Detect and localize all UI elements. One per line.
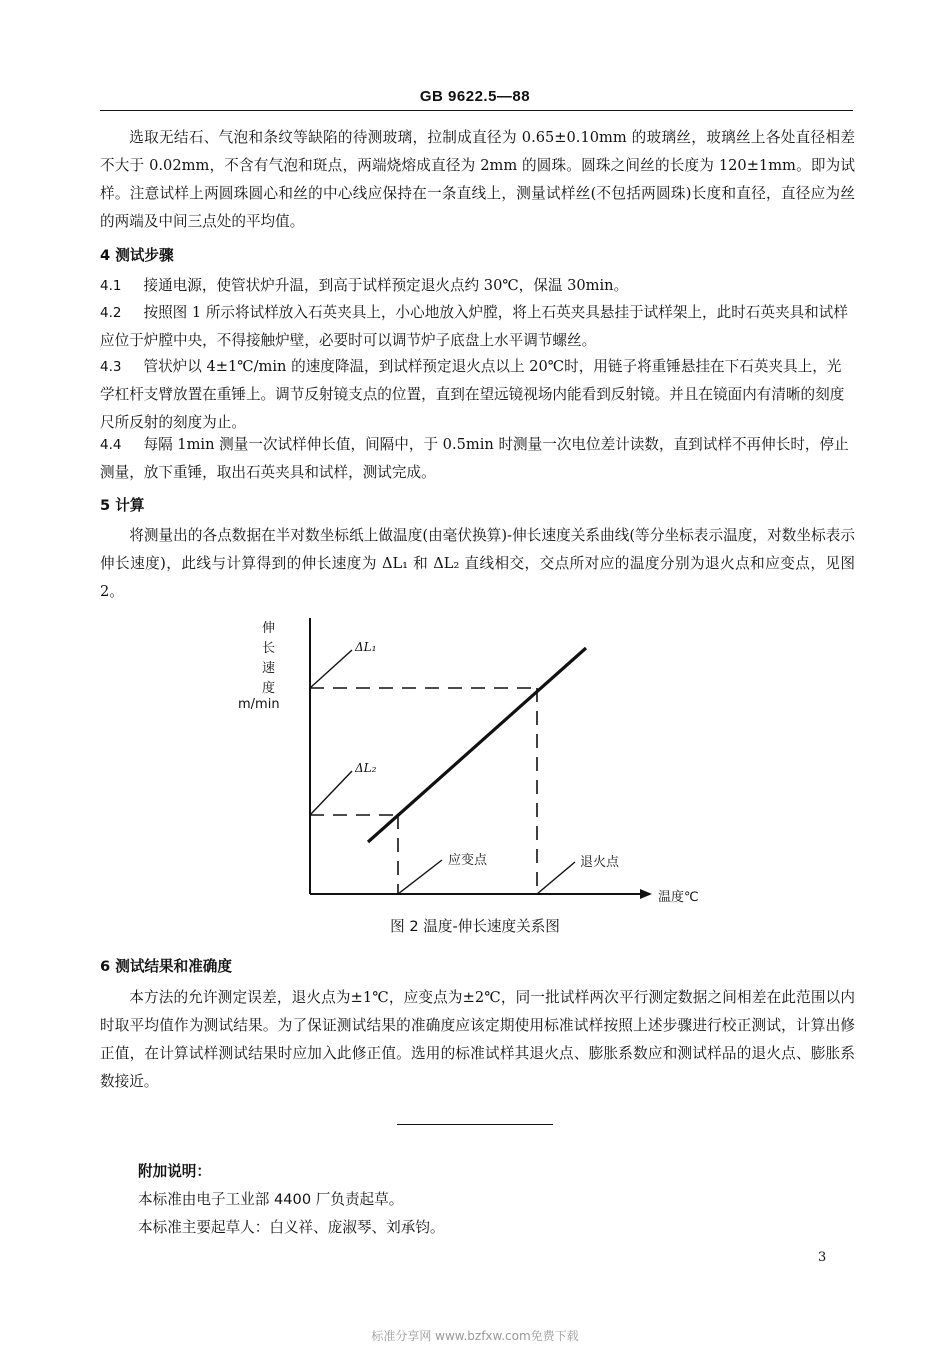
anneal-point-label: 退火点 (580, 855, 620, 870)
x-axis-label: 温度℃ (658, 890, 699, 905)
anneal-leader (537, 862, 575, 894)
y-axis-label-char: 伸 (262, 621, 276, 636)
relation-curve (368, 648, 586, 842)
intro-paragraph: 选取无结石、气泡和条纹等缺陷的待测玻璃，拉制成直径为 0.65±0.10mm 的玻璃丝，玻璃丝上各处直径相差不大于 0.02mm，不含有气泡和斑点，两端烧熔成直径为 2mm 的圆珠。圆珠之间丝的长度为 120±1mm。即为试样。注意试样上两圆珠圆心和丝的中心线应保持在一条直线上，测量试样丝(不包括两圆珠)长度和直径，直径应为丝的两端及中间三点处的平均值。 (100, 129, 855, 230)
step-number: 4.1 (100, 278, 122, 294)
dl2-label: ΔL₂ (355, 761, 377, 775)
strain-leader (398, 860, 442, 894)
step-text: 按照图 1 所示将试样放入石英夹具上，小心地放入炉膛，将上石英夹具悬挂于试样架上，此时石英夹具和试样应位于炉膛中央，不得接触炉壁，必要时可以调节炉子底盘上水平调节螺丝。 (100, 304, 848, 349)
step-text: 每隔 1min 测量一次试样伸长值，间隔中，于 0.5min 时测量一次电位差计读数，直到试样不再伸长时，停止测量，放下重锤，取出石英夹具和试样，测试完成。 (100, 436, 849, 481)
step-text: 接通电源，使管状炉升温，到高于试样预定退火点约 30℃，保温 30min。 (143, 277, 629, 294)
page-number: 3 (818, 1250, 827, 1265)
section-6-paragraph: 本方法的允许测定误差，退火点为±1℃，应变点为±2℃，同一批试样两次平行测定数据之间相差在此范围以内时取平均值作为测试结果。为了保证测试结果的准确度应该定期使用标准试样按照上述步骤进行校正测试，计算出修正值，在计算试样测试结果时应加入此修正值。选用的标准试样其退火点、膨胀系数应和测试样品的退火点、膨胀系数接近。 (100, 989, 855, 1090)
figure-caption: 图 2 温度-伸长速度关系图 (390, 918, 560, 935)
strain-point-label: 应变点 (448, 853, 488, 868)
section-5-title: 5 计算 (100, 497, 145, 514)
section-5-paragraph: 将测量出的各点数据在半对数坐标纸上做温度(由毫伏换算)-伸长速度关系曲线(等分坐标表示温度，对数坐标表示伸长速度)，此线与计算得到的伸长速度为 ΔL₁ 和 ΔL₂ 直线相交，交点所对应的温度分别为退火点和应变点，见图 2。 (100, 527, 855, 600)
separator-rule (397, 1124, 553, 1125)
section-6-title: 6 测试结果和准确度 (100, 958, 232, 975)
y-axis-label-char: 速 (262, 661, 276, 676)
notes-line-drafter: 本标准由电子工业部 4400 厂负责起草。 (138, 1191, 404, 1208)
step-text: 管状炉以 4±1℃/min 的速度降温，到试样预定退火点以上 20℃时，用链子将重锤悬挂在下石英夹具上，光学杠杆支臂放置在重锤上。调节反射镜支点的位置，直到在望远镜视场内能看到反射镜。并且在镜面内有清晰的刻度尺所反射的刻度为止。 (100, 358, 845, 431)
notes-line-authors: 本标准主要起草人：白义祥、庞淑琴、刘承钧。 (138, 1219, 445, 1236)
download-footer: 标准分享网 www.bzfxw.com免费下载 (371, 1329, 579, 1343)
step-number: 4.2 (100, 305, 122, 321)
y-axis-label-char: 度 (262, 681, 276, 696)
step-number: 4.4 (100, 437, 122, 453)
dl1-label: ΔL₁ (355, 640, 377, 654)
notes-title: 附加说明： (138, 1163, 211, 1180)
section-4-title: 4 测试步骤 (100, 247, 174, 264)
standard-code-header: GB 9622.5—88 (419, 88, 531, 105)
x-axis-arrow (640, 889, 652, 899)
dl2-leader (310, 771, 352, 815)
y-axis-label-char: 长 (262, 641, 276, 656)
dl1-leader (310, 650, 352, 688)
step-number: 4.3 (100, 359, 122, 375)
y-axis-unit: m/min (238, 697, 280, 712)
